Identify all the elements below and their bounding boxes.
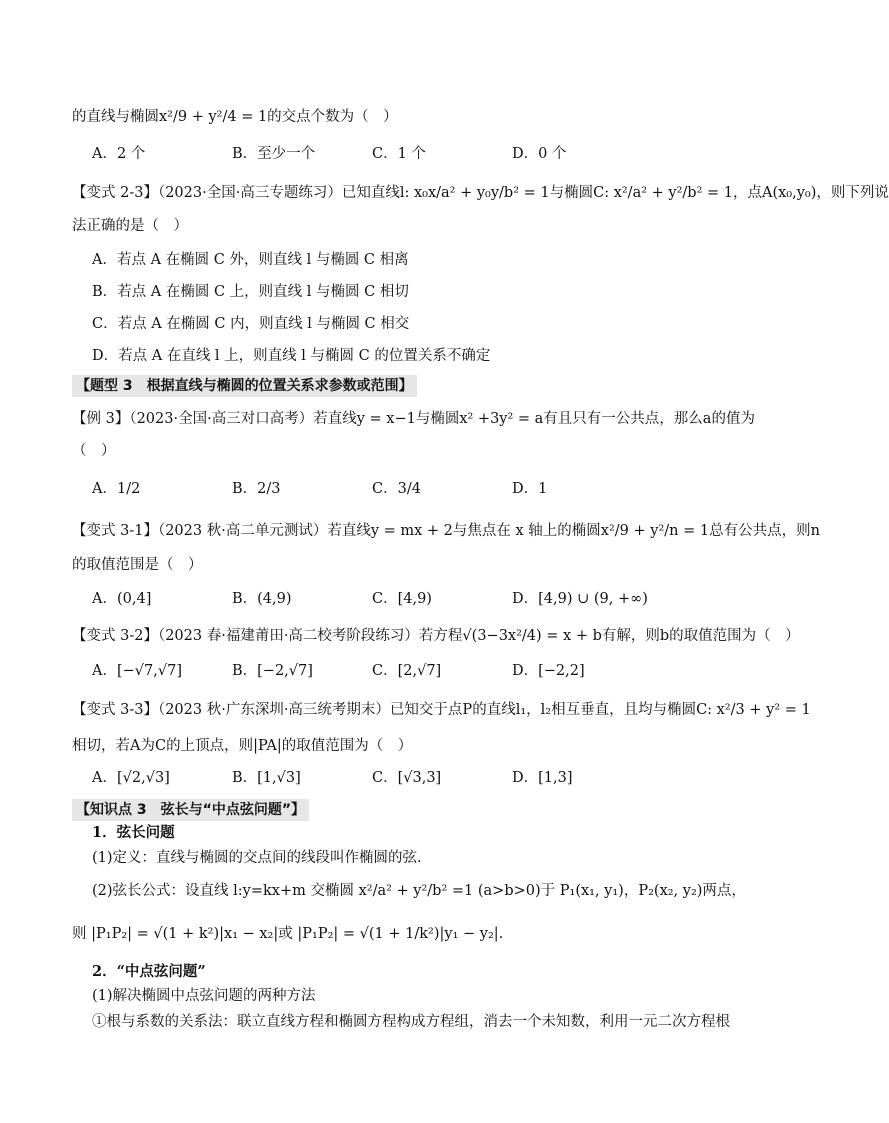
option-c: C．3/4: [372, 481, 421, 497]
sub-heading: 2．“中点弦问题”: [92, 963, 206, 980]
sub-heading: 1．弦长问题: [92, 824, 175, 841]
question-line: 【变式 3-3】（2023 秋·广东深圳·高三统考期末）已知交于点P的直线l₁，l₂相互垂直，且均与椭圆C: x²/3 + y² = 1: [72, 702, 811, 718]
option-c: C．[√3,3]: [372, 770, 442, 786]
question-line: 的直线与椭圆x²/9 + y²/4 = 1的交点个数为（ ）: [72, 109, 398, 125]
option-c: C．[2,√7]: [372, 663, 442, 679]
option-a: A．1/2: [92, 481, 141, 497]
option-a: A．[−√7,√7]: [92, 663, 182, 679]
question-line: 相切，若A为C的上顶点，则|PA|的取值范围为（ ）: [72, 738, 413, 754]
body-line: (1)解决椭圆中点弦问题的两种方法: [92, 988, 316, 1004]
question-line: 【变式 3-1】（2023 秋·高二单元测试）若直线y = mx + 2与焦点在 x 轴上的椭圆x²/9 + y²/n = 1总有公共点，则n: [72, 523, 820, 539]
option-d: D．1: [512, 481, 548, 497]
option-b: B．至少一个: [232, 146, 316, 162]
question-line: 【变式 2-3】（2023·全国·高三专题练习）已知直线l: x₀x/a² + y₀y/b² = 1与椭圆C: x²/a² + y²/b² = 1，点A(x₀,y₀)，则下列说: [72, 185, 889, 201]
body-line: (2)弦长公式：设直线 l:y=kx+m 交椭圆 x²/a² + y²/b² =1 (a>b>0)于 P₁(x₁, y₁)，P₂(x₂, y₂)两点，: [92, 883, 746, 899]
section-header: 【题型 3 根据直线与椭圆的位置关系求参数或范围】: [72, 375, 417, 397]
option-a: A．[√2,√3]: [92, 770, 170, 786]
option-d: D．[4,9) ∪ (9, +∞): [512, 591, 648, 607]
option-d: D．[1,3]: [512, 770, 573, 786]
question-line: 的取值范围是（ ）: [72, 557, 203, 573]
answer-options: [92, 768, 732, 788]
option-b: B．(4,9): [232, 591, 292, 607]
section-header: 【知识点 3 弦长与“中点弦问题”】: [72, 799, 309, 821]
body-line: (1)定义：直线与椭圆的交点间的线段叫作椭圆的弦.: [92, 850, 422, 866]
question-line: （ ）: [72, 443, 116, 459]
answer-options: [92, 144, 732, 164]
option-d: D．[−2,2]: [512, 663, 585, 679]
question-line: 法正确的是（ ）: [72, 218, 188, 234]
body-line: ①根与系数的关系法：联立直线方程和椭圆方程构成方程组，消去一个未知数，利用一元二次方程根: [92, 1014, 730, 1030]
option-a: A．2 个: [92, 146, 146, 162]
body-line: 则 |P₁P₂| = √(1 + k²)|x₁ − x₂|或 |P₁P₂| = √(1 + 1/k²)|y₁ − y₂|.: [72, 926, 504, 942]
answer-options: [92, 661, 732, 681]
option-line: C．若点 A 在椭圆 C 内，则直线 l 与椭圆 C 相交: [92, 316, 410, 332]
option-b: B．2/3: [232, 481, 281, 497]
option-d: D．0 个: [512, 146, 567, 162]
option-line: A．若点 A 在椭圆 C 外，则直线 l 与椭圆 C 相离: [92, 252, 409, 268]
question-line: 【例 3】（2023·全国·高三对口高考）若直线y = x−1与椭圆x² +3y² = a有且只有一公共点，那么a的值为: [72, 411, 755, 427]
option-c: C．[4,9): [372, 591, 432, 607]
option-a: A．(0,4]: [92, 591, 152, 607]
answer-options: [92, 479, 732, 499]
option-line: B．若点 A 在椭圆 C 上，则直线 l 与椭圆 C 相切: [92, 284, 409, 300]
option-b: B．[1,√3]: [232, 770, 301, 786]
question-line: 【变式 3-2】（2023 春·福建莆田·高二校考阶段练习）若方程√(3−3x²/4) = x + b有解，则b的取值范围为（ ）: [72, 628, 800, 644]
option-line: D．若点 A 在直线 l 上，则直线 l 与椭圆 C 的位置关系不确定: [92, 348, 491, 364]
option-c: C．1 个: [372, 146, 426, 162]
answer-options: [92, 589, 732, 609]
option-b: B．[−2,√7]: [232, 663, 313, 679]
